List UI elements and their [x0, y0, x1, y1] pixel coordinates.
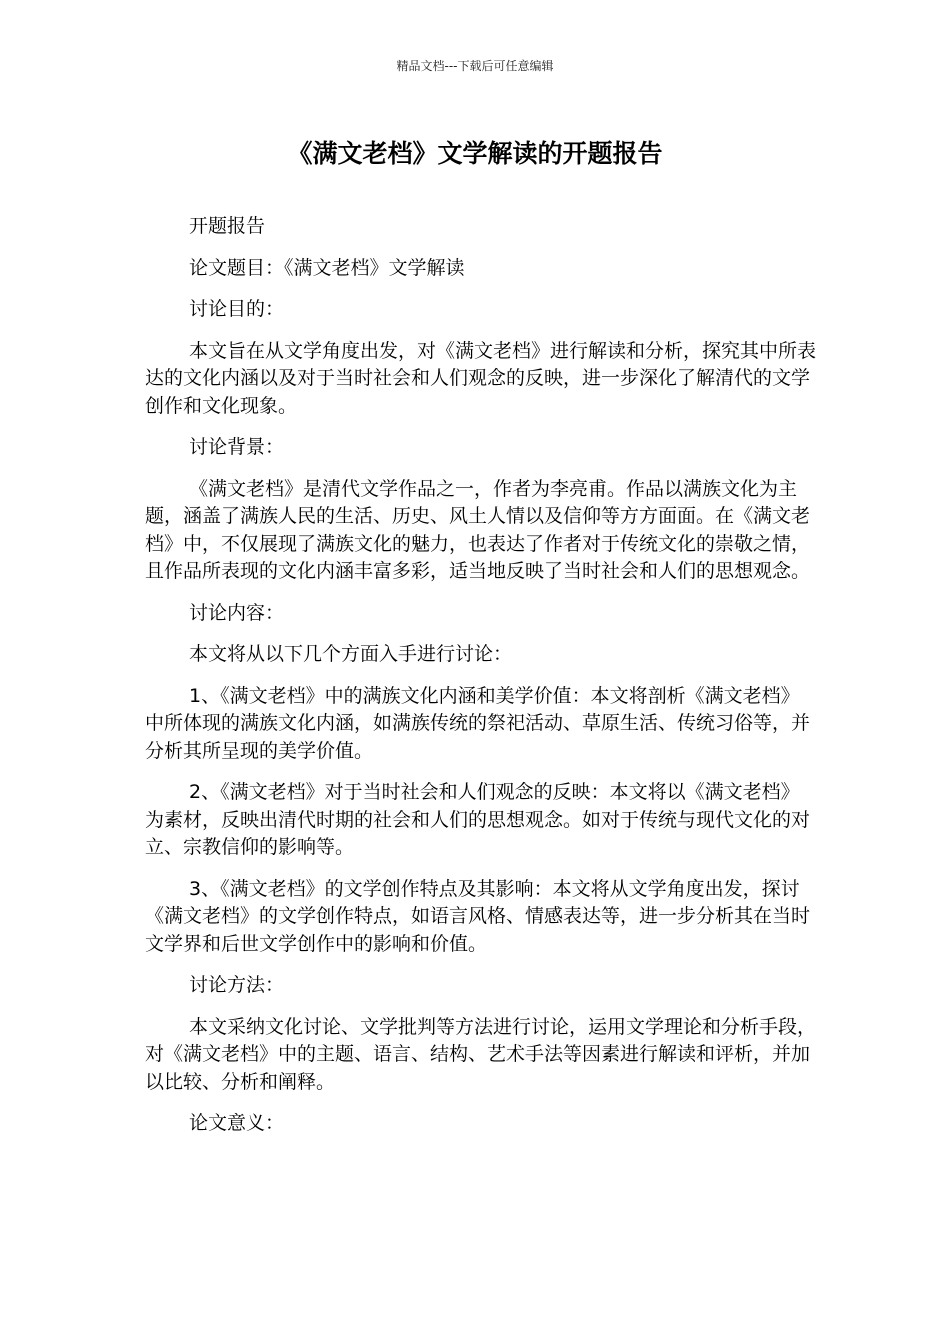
paragraph-content-intro: 本文将从以下几个方面入手进行讨论：: [189, 643, 513, 665]
heading-significance: 论文意义：: [189, 1112, 285, 1134]
document-body: [145, 213, 817, 1152]
heading-background: 讨论背景：: [189, 436, 285, 458]
heading-purpose: 讨论目的：: [189, 298, 285, 320]
heading-method: 讨论方法：: [189, 974, 285, 996]
header-note: 精品文档---下载后可任意编辑: [396, 59, 554, 73]
list-item-1: 1、《满文老档》中的满族文化内涵和美学价值：本文将剖析《满文老档》中所体现的满族文化内涵，如满族传统的祭祀活动、草原生活、传统习俗等，并分析其所呈现的美学价值。: [145, 684, 811, 762]
heading-content: 讨论内容：: [189, 601, 285, 624]
list-item-2: 2、《满文老档》对于当时社会和人们观念的反映：本文将以《满文老档》为素材，反映出清代时期的社会和人们的思想观念。如对于传统与现代文化的对立、宗教信仰的影响等。: [145, 781, 811, 858]
paragraph-thesis-topic: 论文题目：《满文老档》文学解读: [189, 256, 465, 279]
paragraph-report-label: 开题报告: [189, 215, 266, 237]
paragraph-background: 《满文老档》是清代文学作品之一，作者为李亮甫。作品以满族文化为主题，涵盖了满族人民的生活、历史、风土人情以及信仰等方方面面。在《满文老档》中，不仅展现了满族文化的魅力，也表达了作者对于传统文化的崇敬之情，且作品所表现的文化内涵丰富多彩，适当地反映了当时社会和人们的思想观念。: [145, 477, 811, 582]
list-item-3: 3、《满文老档》的文学创作特点及其影响：本文将从文学角度出发，探讨《满文老档》的文学创作特点，如语言风格、情感表达等，进一步分析其在当时文学界和后世文学创作中的影响和价值。: [145, 877, 811, 955]
document-title: 《满文老档》文学解读的开题报告: [287, 139, 663, 168]
paragraph-purpose: 本文旨在从文学角度出发，对《满文老档》进行解读和分析，探究其中所表达的文化内涵以及对于当时社会和人们观念的反映，进一步深化了解清代的文学创作和文化现象。: [145, 339, 817, 417]
paragraph-method: 本文采纳文化讨论、文学批判等方法进行讨论，运用文学理论和分析手段，对《满文老档》中的主题、语言、结构、艺术手法等因素进行解读和评析，并加以比较、分析和阐释。: [145, 1015, 817, 1093]
